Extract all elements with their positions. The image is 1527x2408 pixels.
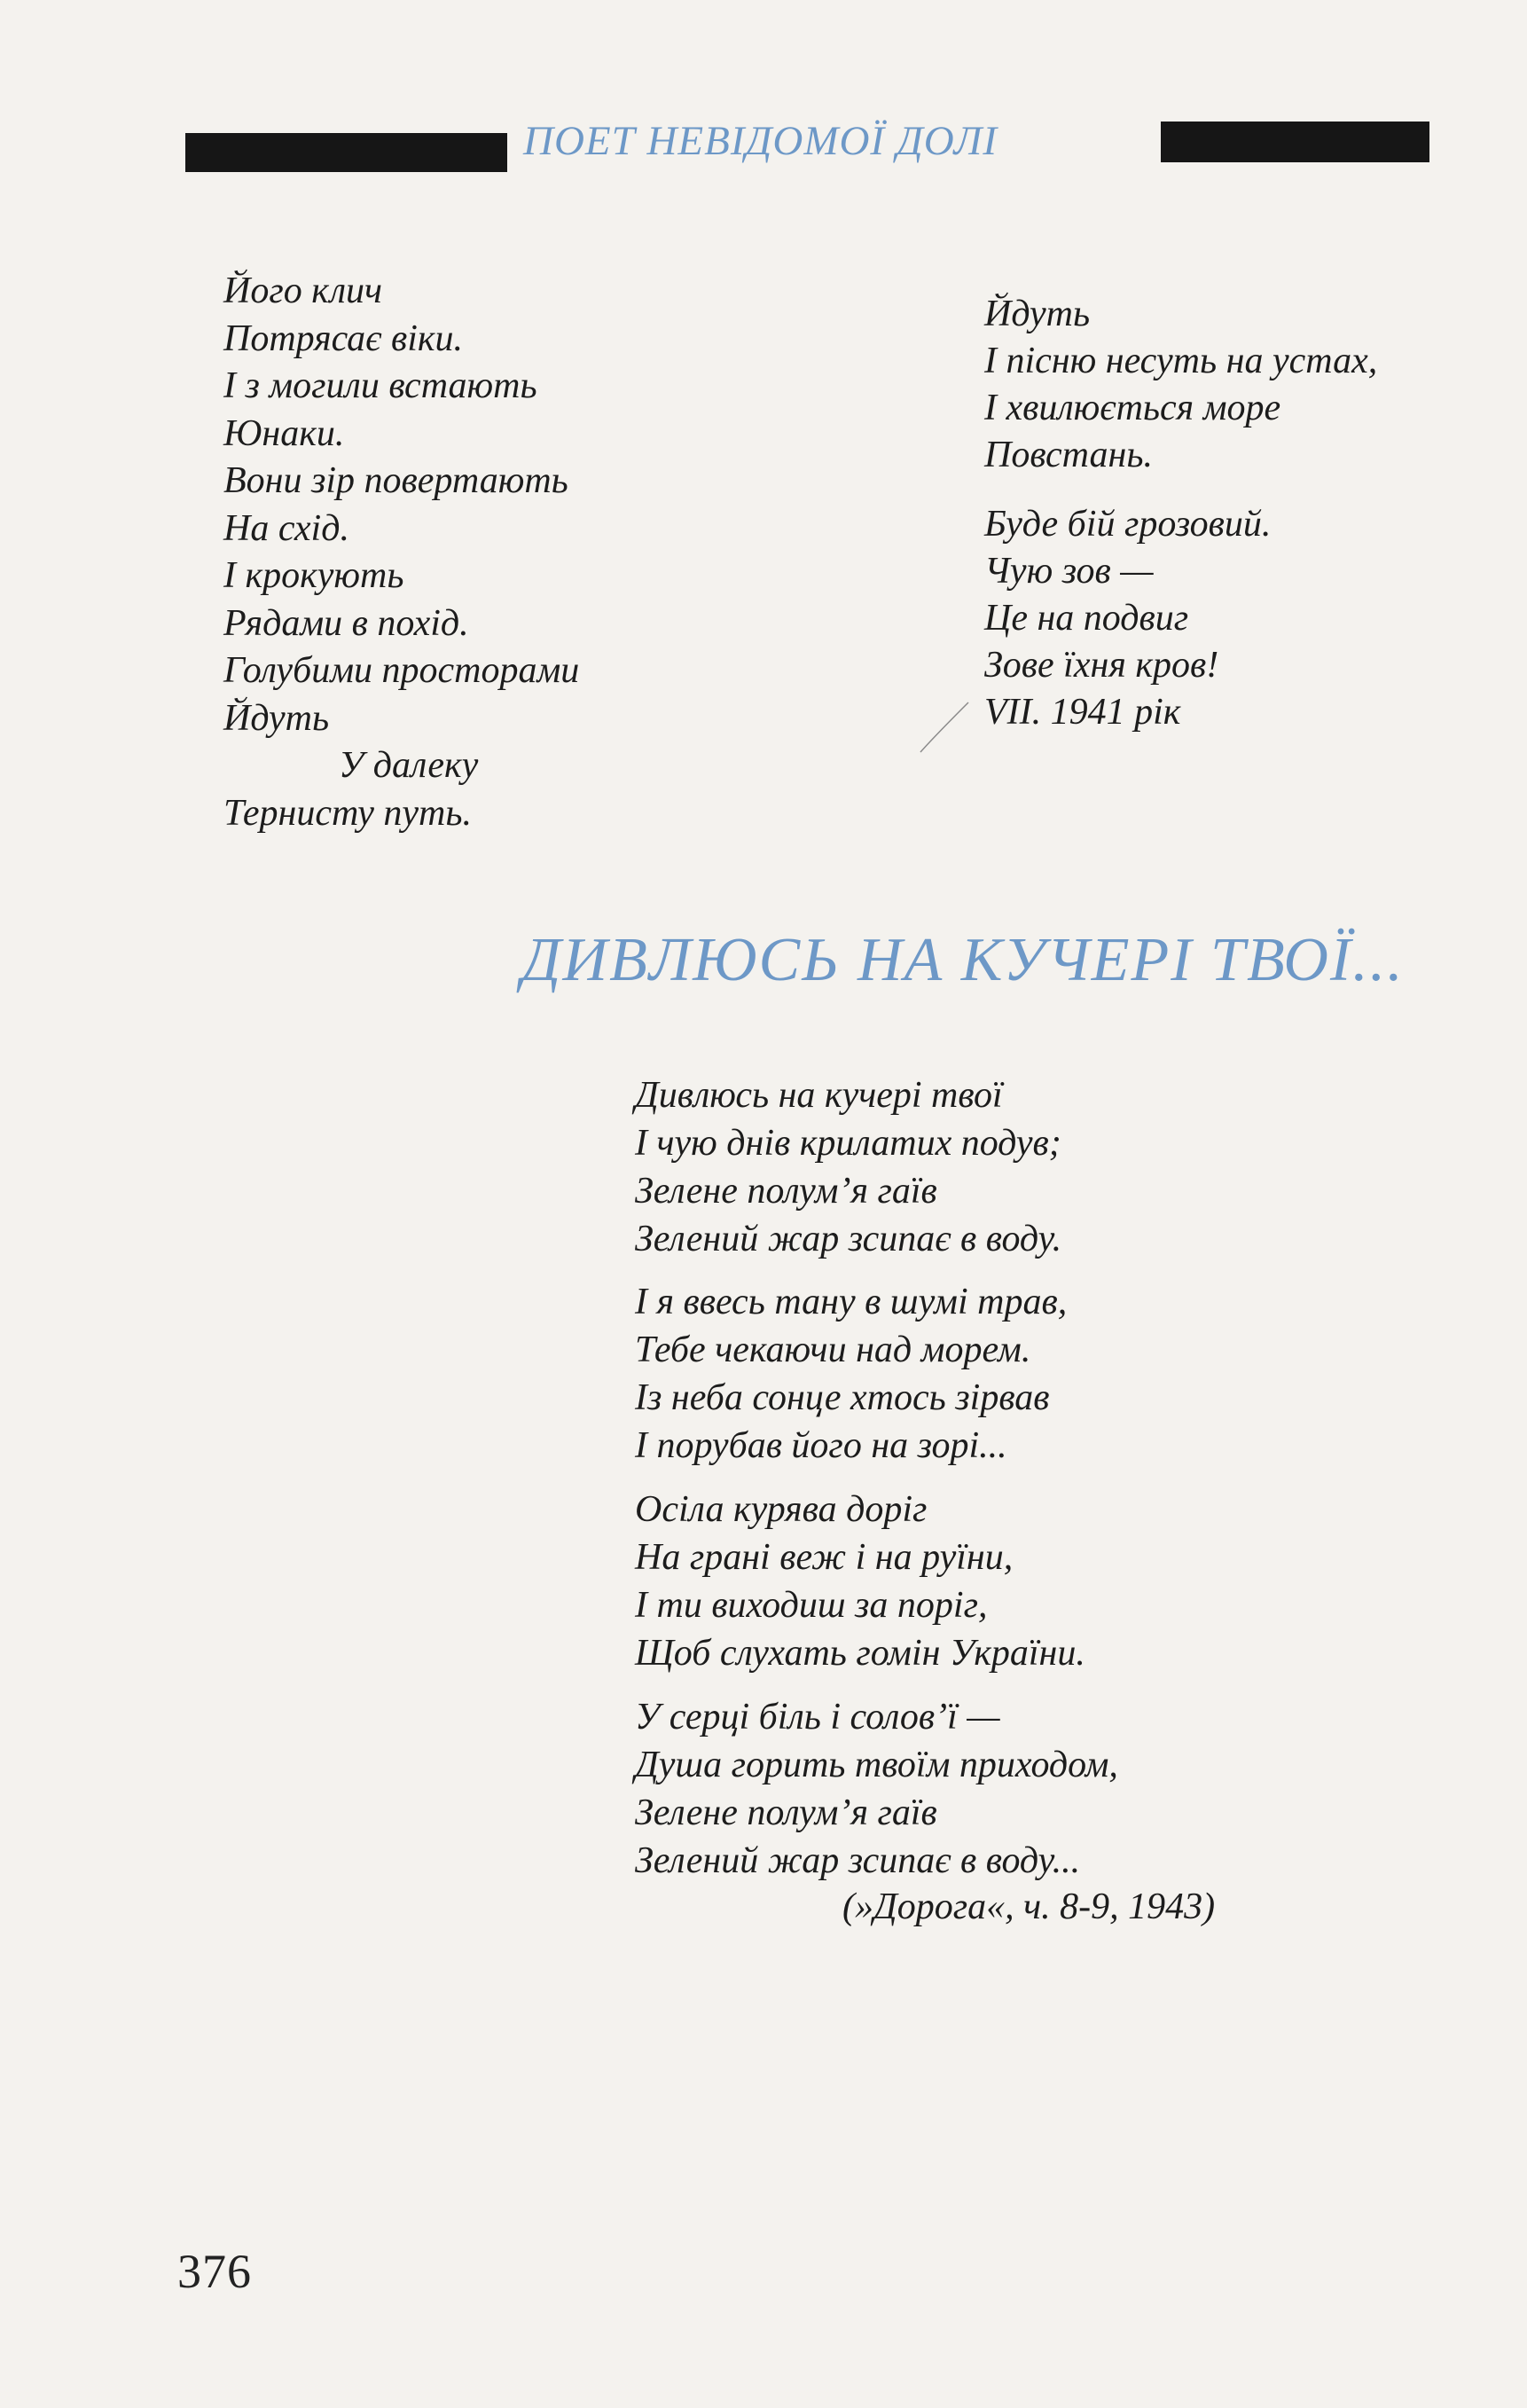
poem1-left-column xyxy=(223,268,579,837)
verse-line: Повстань. xyxy=(984,435,1153,475)
verse-line: І я ввесь тану в шумі трав, xyxy=(635,1282,1068,1322)
verse-line: Тернисту путь. xyxy=(223,792,472,834)
verse-line: Зелений жар зсипає в воду... xyxy=(635,1840,1081,1881)
verse-line: Його клич xyxy=(223,271,383,311)
verse-line: Зове їхня кров! xyxy=(984,645,1219,686)
pencil-mark xyxy=(917,701,970,754)
poem2-stanza-2 xyxy=(635,1278,1067,1470)
verse-line: Дивлюсь на кучері твої xyxy=(635,1075,1003,1116)
poem2-stanza-3 xyxy=(635,1486,1085,1677)
verse-line: Йдуть xyxy=(223,697,330,739)
verse-line: Душа горить твоїм приходом, xyxy=(635,1745,1118,1785)
verse-line: Зелене полум’я гаїв xyxy=(635,1792,937,1833)
running-title: ПОЕТ НЕВІДОМОЇ ДОЛІ xyxy=(523,118,998,164)
verse-line: Потрясає віки. xyxy=(223,318,464,359)
verse-line: Зелене полум’я гаїв xyxy=(635,1171,937,1212)
poem-title: ДИВЛЮСЬ НА КУЧЕРІ ТВОЇ... xyxy=(521,926,1405,994)
verse-line: У далеку xyxy=(339,745,479,786)
verse-line: Йдуть xyxy=(984,294,1091,334)
verse-line: Зелений жар зсипає в воду. xyxy=(635,1219,1062,1259)
verse-line: І з могили встають xyxy=(223,365,537,406)
poem-source: (»Дорога«, ч. 8-9, 1943) xyxy=(842,1886,1216,1927)
verse-line: У серці біль і солов’ї — xyxy=(635,1697,1000,1737)
verse-line: Чую зов — xyxy=(984,551,1154,592)
verse-line: Рядами в похід. xyxy=(223,602,469,644)
poem1-right-stanza-2 xyxy=(984,501,1271,736)
verse-line: І ти виходиш за поріг, xyxy=(635,1585,988,1626)
verse-line: І порубав його на зорі... xyxy=(635,1425,1007,1466)
verse-line: Це на подвиг xyxy=(984,598,1189,639)
verse-line: І хвилюється море xyxy=(984,388,1281,428)
verse-line: Вони зір повертають xyxy=(223,460,568,501)
verse-line: І крокують xyxy=(223,555,404,596)
verse-line: Щоб слухать гомін України. xyxy=(635,1633,1085,1674)
verse-line: Із неба сонце хтось зірвав xyxy=(635,1377,1050,1418)
verse-line: На схід. xyxy=(223,507,349,549)
verse-line: І чую днів крилатих подув; xyxy=(635,1123,1061,1164)
verse-line: На грані веж і на руїни, xyxy=(635,1537,1014,1578)
poem2-stanza-1 xyxy=(635,1071,1061,1263)
poem1-right-stanza-1 xyxy=(984,291,1377,479)
page-number: 376 xyxy=(177,2245,252,2298)
verse-line: Буде бій грозовий. xyxy=(984,504,1272,545)
header-rule-left xyxy=(185,133,507,172)
poem2-stanza-4 xyxy=(635,1693,1118,1885)
poem-date: VII. 1941 рік xyxy=(984,692,1181,733)
verse-line: І пісню несуть на устах, xyxy=(984,341,1378,381)
verse-line: Осіла курява доріг xyxy=(635,1489,928,1530)
header-rule-right xyxy=(1161,122,1429,162)
verse-line: Тебе чекаючи над морем. xyxy=(635,1329,1031,1370)
verse-line: Голубими просторами xyxy=(223,650,580,691)
verse-line: Юнаки. xyxy=(223,412,345,454)
